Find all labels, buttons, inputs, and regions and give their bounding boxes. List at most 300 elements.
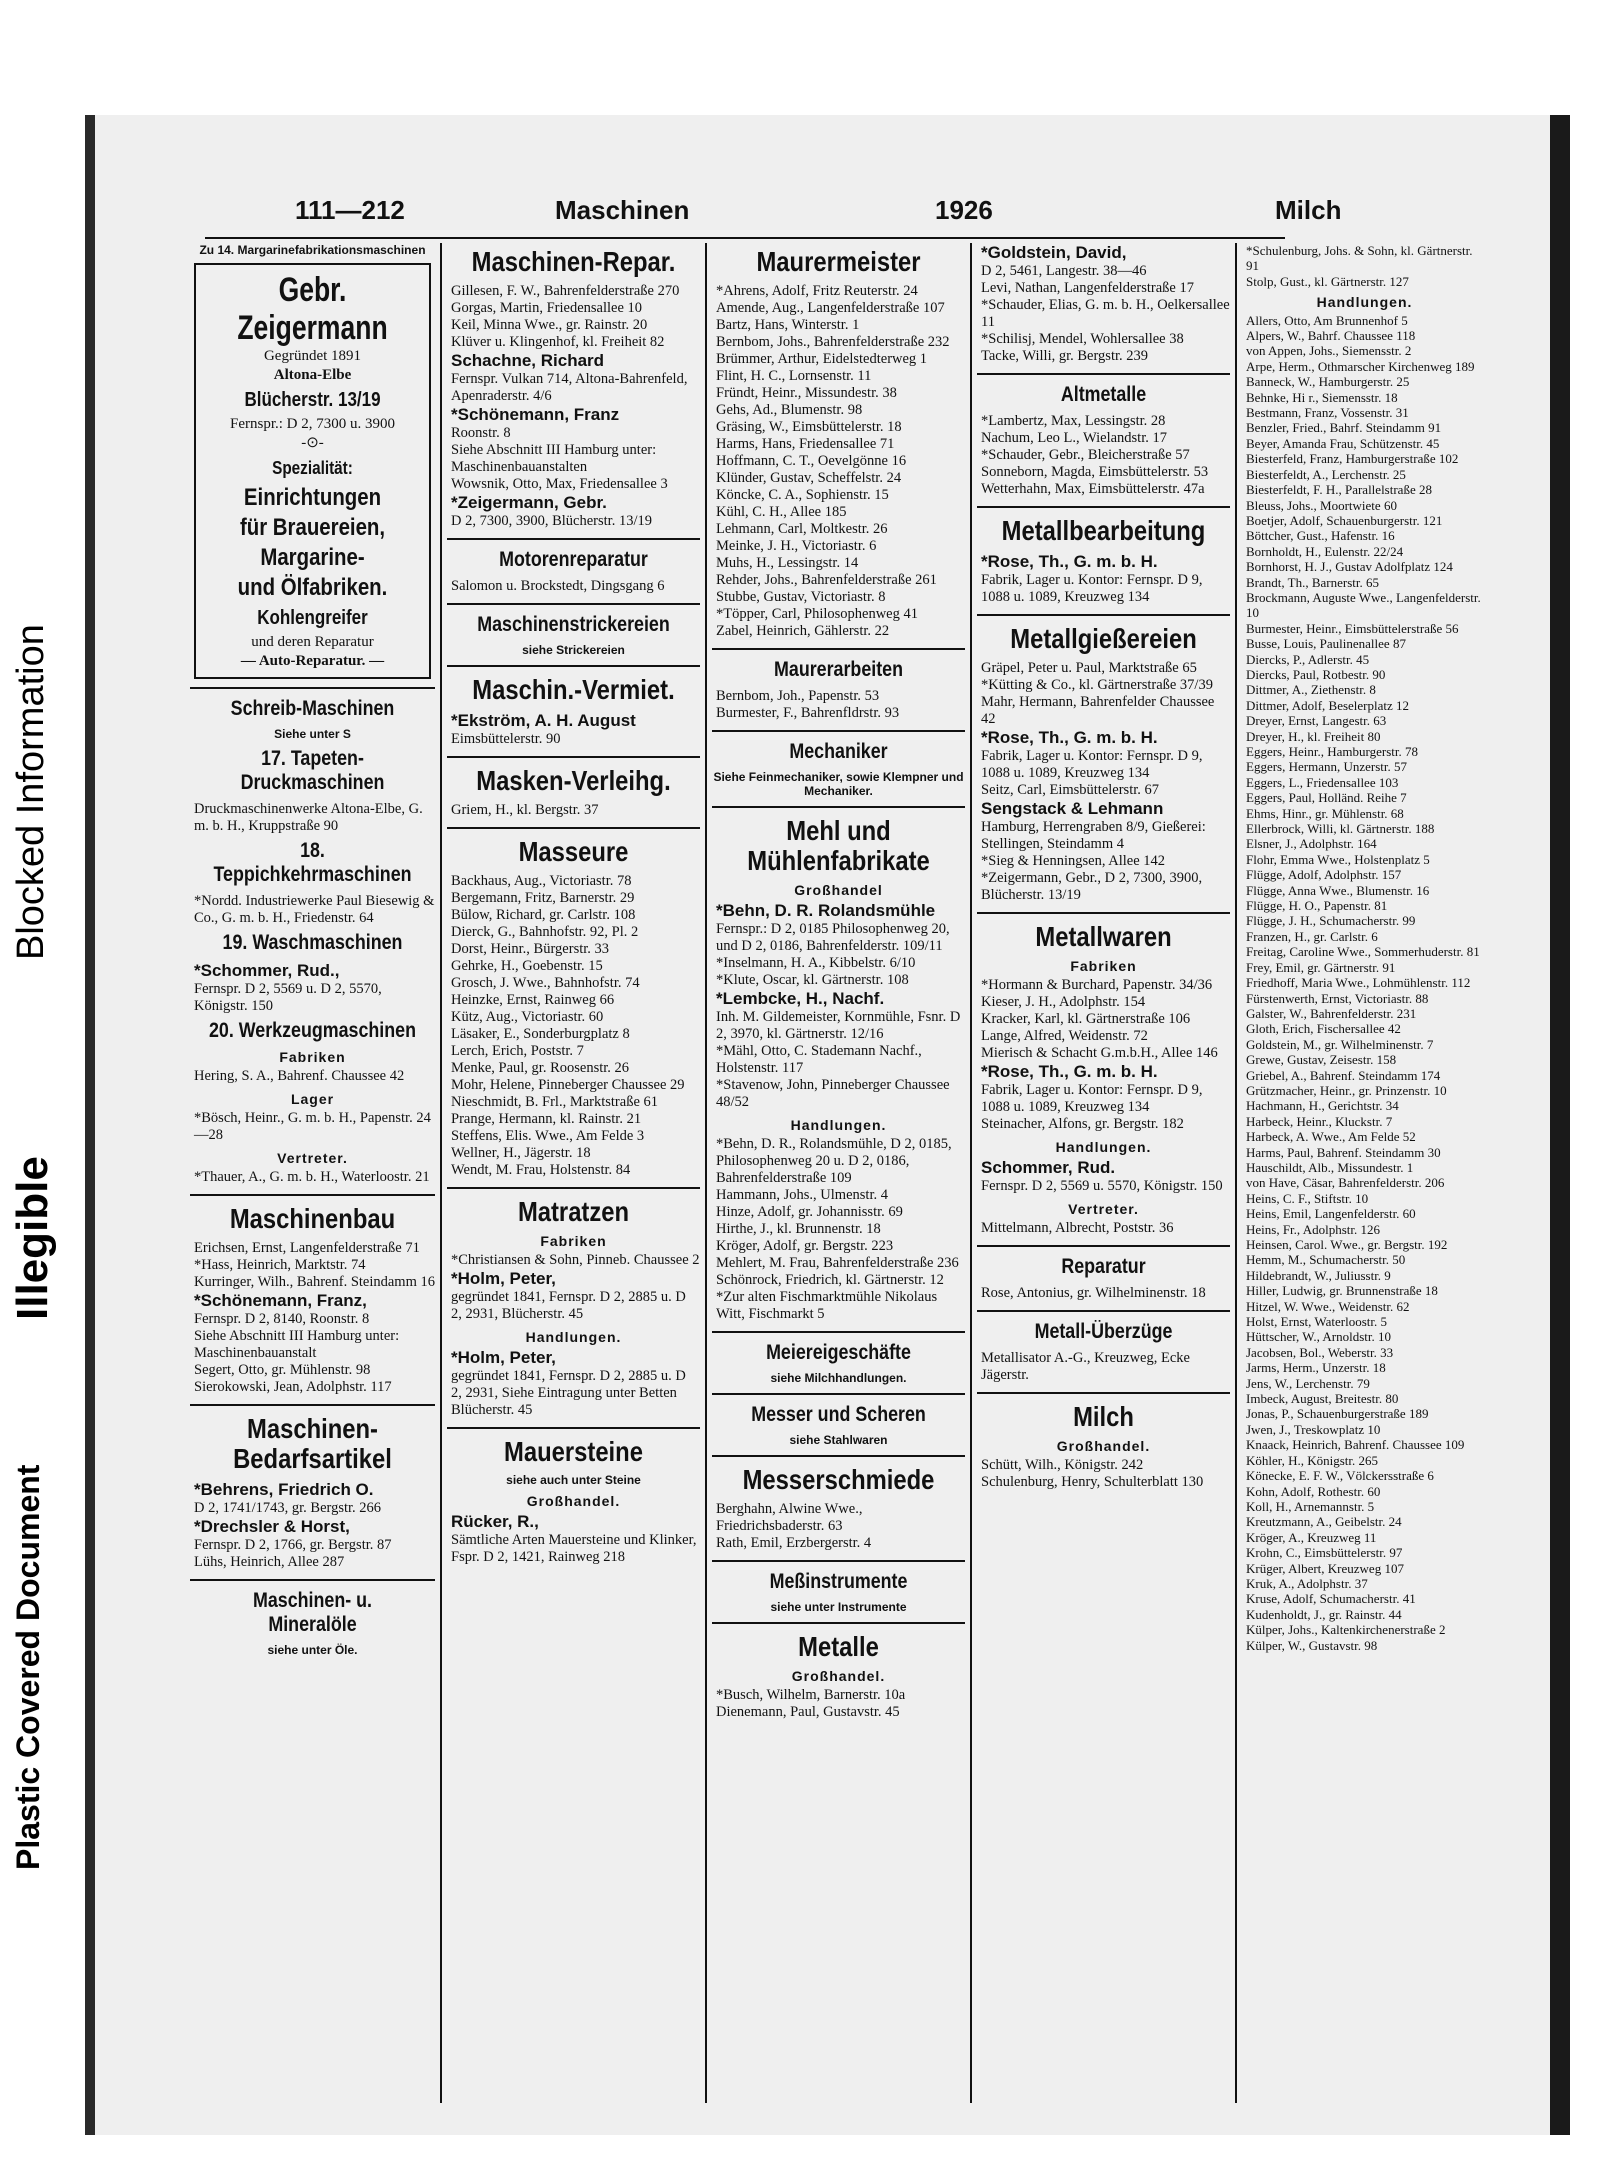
entry-list <box>447 1252 700 1269</box>
ad-line-7: — Auto-Reparatur. — <box>240 653 385 669</box>
entry-list <box>447 1532 700 1566</box>
section-note: siehe unter Instrumente <box>770 1600 907 1614</box>
list-item: Backhaus, Aug., Victoriastr. 78 <box>451 873 632 889</box>
list-item: Bleuss, Johs., Moortwiete 60 <box>1246 497 1397 513</box>
ad-line-4: und Ölfabriken. <box>237 574 388 601</box>
subheading: Fabriken <box>279 1049 346 1065</box>
list-item: Benzler, Fried., Bahrf. Steindamm 91 <box>1246 420 1442 436</box>
section-heading: Masken-Verleihg. <box>476 765 671 796</box>
list-item: Flügge, H. O., Papenstr. 81 <box>1246 898 1388 914</box>
list-item: Kütz, Aug., Victoriastr. 60 <box>451 1009 604 1025</box>
list-item: Heinsen, Carol. Wwe., gr. Bergstr. 192 <box>1246 1237 1448 1252</box>
entry-list <box>977 572 1230 606</box>
list-item: Harbeck, A. Wwe., Am Felde 52 <box>1246 1129 1416 1145</box>
list-item: Hinze, Adolf, gr. Johannisstr. 69 <box>716 1204 903 1220</box>
list-item: Kruse, Adolf, Schumacherstr. 41 <box>1246 1591 1416 1607</box>
divider <box>190 1404 435 1406</box>
list-item: Fernspr. D 2, 5569 u. D 2, 5570, Königstr. 150 <box>194 981 382 1014</box>
list-item: Fernspr. D 2, 8140, Roonstr. 8 <box>194 1311 370 1327</box>
list-item: Jacobsen, Bol., Weberstr. 33 <box>1246 1344 1394 1360</box>
list-item: *Klute, Oscar, kl. Gärtnerstr. 108 <box>716 972 909 988</box>
list-item: Kohn, Adolf, Rothestr. 60 <box>1246 1483 1381 1499</box>
list-item: Kieser, J. H., Adolphstr. 154 <box>981 994 1146 1010</box>
list-item: Sonneborn, Magda, Eimsbüttelerstr. 53 <box>981 464 1209 480</box>
entry-list <box>712 1009 965 1111</box>
advertisement-box <box>194 263 431 679</box>
list-item: Eggers, Paul, Holländ. Reihe 7 <box>1246 790 1407 806</box>
list-item: Hüttscher, W., Arnoldstr. 10 <box>1246 1329 1392 1345</box>
list-item: Bornholdt, H., Eulenstr. 22/24 <box>1246 543 1404 559</box>
bold-entry: *Behn, D. R. Rolandsmühle <box>716 901 936 920</box>
entry-list <box>977 1457 1230 1491</box>
column-4 <box>977 243 1230 2103</box>
list-item: Klünder, Gustav, Scheffelstr. 24 <box>716 470 902 486</box>
list-item: Hoffmann, C. T., Oevelgönne 16 <box>716 453 907 469</box>
list-item: Hemm, M., Schumacherstr. 50 <box>1246 1252 1406 1268</box>
section-note: Siehe unter S <box>274 727 351 741</box>
list-item: Gehs, Ad., Blumenstr. 98 <box>716 402 863 418</box>
list-item: Flügge, J. H., Schumacherstr. 99 <box>1246 913 1416 929</box>
page-number: 111—212 <box>295 195 405 225</box>
list-item: Bülow, Richard, gr. Carlstr. 108 <box>451 907 636 923</box>
section-heading: 20. Werkzeugmaschinen <box>208 1019 417 1042</box>
column-2 <box>447 243 700 2103</box>
section-heading: 17. Tapeten-Druckmaschinen <box>240 747 385 794</box>
section-heading: Messer und Scheren <box>751 1403 926 1426</box>
list-item: Hering, S. A., Bahrenf. Chaussee 42 <box>194 1068 405 1084</box>
list-item: *Busch, Wilhelm, Barnerstr. 10a <box>716 1687 906 1703</box>
entry-list <box>977 1082 1230 1133</box>
entry-list <box>977 263 1230 365</box>
list-item: Biesterfeldt, A., Lerchenstr. 25 <box>1246 466 1406 482</box>
list-item: *Hormann & Burchard, Papenstr. 34/36 <box>981 977 1213 993</box>
list-item: Behnke, Hi r., Siemensstr. 18 <box>1246 389 1398 405</box>
bold-entry: Schachne, Richard <box>451 351 605 370</box>
list-item: Flohr, Emma Wwe., Holstenplatz 5 <box>1246 851 1430 867</box>
ad-line-2: für Brauereien, <box>239 514 386 541</box>
ad-founded: Gegründet 1891 <box>263 348 362 364</box>
section-heading: Maurerarbeiten <box>774 658 903 681</box>
bold-entry: *Lembcke, H., Nachf. <box>716 989 885 1008</box>
list-item: D 2, 7300, 3900, Blücherstr. 13/19 <box>451 513 652 529</box>
divider <box>977 1392 1230 1394</box>
list-item: Ehms, Hinr., gr. Mühlenstr. 68 <box>1246 805 1404 821</box>
divider <box>447 1427 700 1429</box>
list-item: Knaack, Heinrich, Bahrenf. Chaussee 109 <box>1246 1437 1465 1453</box>
entry-list <box>190 1169 435 1186</box>
entry-list <box>190 1068 435 1085</box>
divider <box>712 1331 965 1333</box>
bold-entry: *Rose, Th., G. m. b. H. <box>981 552 1158 571</box>
list-item: Eggers, Hermann, Unzerstr. 57 <box>1246 759 1408 775</box>
list-item: Goldstein, M., gr. Wilhelminenstr. 7 <box>1246 1036 1434 1052</box>
subheading: Großhandel <box>794 882 883 898</box>
list-item: Holst, Ernst, Waterloostr. 5 <box>1246 1314 1387 1330</box>
divider <box>712 730 965 732</box>
list-item: Inh. M. Gildemeister, Kornmühle, Fsnr. D 2, 3970, kl. Gärtnerstr. 12/16 <box>716 1009 961 1042</box>
list-item: Krohn, C., Eimsbüttelerstr. 97 <box>1246 1545 1403 1561</box>
entry-list <box>447 371 700 405</box>
column-separator <box>440 243 442 2103</box>
section-heading: Maschinenstrickereien <box>477 613 670 636</box>
list-item: Mierisch & Schacht G.m.b.H., Allee 146 <box>981 1045 1218 1061</box>
section-note: siehe Strickereien <box>522 643 625 657</box>
list-item: Koll, H., Arnemannstr. 5 <box>1246 1498 1375 1514</box>
bold-entry: *Schönemann, Franz <box>451 405 620 424</box>
list-item: *Ahrens, Adolf, Fritz Reuterstr. 24 <box>716 283 918 299</box>
section-heading: Reparatur <box>1061 1255 1146 1278</box>
list-item: Meinke, J. H., Victoriastr. 6 <box>716 538 877 554</box>
section-heading: Milch <box>1073 1401 1134 1432</box>
divider <box>447 665 700 667</box>
list-item: Tacke, Willi, gr. Bergstr. 239 <box>981 348 1149 364</box>
section-heading: Schreib-Maschinen <box>230 697 395 720</box>
list-item: Freitag, Caroline Wwe., Sommerhuderstr. 81 <box>1246 944 1480 960</box>
list-item: Frey, Emil, gr. Gärtnerstr. 91 <box>1246 959 1396 975</box>
list-item: Fernspr. D 2, 5569 u. 5570, Königstr. 150 <box>981 1178 1223 1194</box>
list-item: Fernspr.: D 2, 0185 Philosophenweg 20, und D 2, 0186, Bahrenfelderstr. 109/11 <box>716 921 950 954</box>
list-item: Mittelmann, Albrecht, Poststr. 36 <box>981 1220 1174 1236</box>
list-item: Eimsbüttelerstr. 90 <box>451 731 561 747</box>
list-item: Heins, Fr., Adolphstr. 126 <box>1246 1221 1380 1237</box>
entry-list <box>447 873 700 1179</box>
list-item: Hirthe, J., kl. Brunnenstr. 18 <box>716 1221 881 1237</box>
section-heading: Matratzen <box>517 1196 630 1227</box>
divider <box>190 1194 435 1196</box>
list-item: *Christiansen & Sohn, Pinneb. Chaussee 2 <box>451 1252 700 1268</box>
list-item: Metallisator A.-G., Kreuzweg, Ecke Jägerstr. <box>981 1350 1190 1383</box>
section-heading: Maschinenbau <box>229 1203 396 1234</box>
entry-list <box>447 425 700 493</box>
header-left-keyword: Maschinen <box>555 195 690 225</box>
list-item: Levi, Nathan, Langenfelderstraße 17 <box>981 280 1194 296</box>
list-item: Dittmer, A., Ziethenstr. 8 <box>1246 682 1376 698</box>
list-item: Klüver u. Klingenhof, kl. Freiheit 82 <box>451 334 665 350</box>
entry-list <box>190 893 435 927</box>
list-item: Steffens, Elis. Wwe., Am Felde 3 <box>451 1128 645 1144</box>
divider <box>712 1560 965 1562</box>
entry-list <box>447 513 700 530</box>
list-item: Grosch, J. Wwe., Bahnhofstr. 74 <box>451 975 640 991</box>
list-item: *Kütting & Co., kl. Gärtnerstraße 37/39 <box>981 677 1213 693</box>
list-item: Jarms, Herm., Unzerstr. 18 <box>1246 1360 1386 1376</box>
bold-entry: Rücker, R., <box>451 1512 539 1531</box>
section-heading: Motorenreparatur <box>499 548 648 571</box>
bold-entry: *Schommer, Rud., <box>194 961 340 980</box>
column-separator <box>1235 243 1237 2103</box>
list-item: Gräpel, Peter u. Paul, Marktstraße 65 <box>981 660 1197 676</box>
list-item: Köncke, C. A., Sophienstr. 15 <box>716 487 889 503</box>
ad-line-3: Margarine- <box>260 544 365 571</box>
entry-list <box>1242 313 1487 1653</box>
divider <box>712 1455 965 1457</box>
list-item: Schütt, Wilh., Königstr. 242 <box>981 1457 1144 1473</box>
subheading: Handlungen. <box>1055 1139 1152 1155</box>
section-heading: Messerschmiede <box>742 1464 935 1495</box>
divider <box>447 538 700 540</box>
divider <box>190 687 435 689</box>
blocked-information-label: Blocked Information <box>10 624 52 960</box>
list-item: Galster, W., Bahrenfelderstr. 231 <box>1246 1005 1417 1021</box>
list-item: Fürstenwerth, Ernst, Victoriastr. 88 <box>1246 990 1429 1006</box>
column-3 <box>712 243 965 2103</box>
list-item: Hauschildt, Alb., Missundestr. 1 <box>1246 1159 1414 1175</box>
subheading: Handlungen. <box>525 1329 622 1345</box>
list-item: *Lambertz, Max, Lessingstr. 28 <box>981 413 1166 429</box>
section-heading: Metall-Überzüge <box>1034 1320 1173 1343</box>
side-annotations <box>0 0 80 2177</box>
section-heading: Meßinstrumente <box>769 1570 908 1593</box>
divider <box>447 1187 700 1189</box>
list-item: Sierokowski, Jean, Adolphstr. 117 <box>194 1379 392 1395</box>
list-item: Elsner, J., Adolphstr. 164 <box>1246 836 1377 852</box>
list-item: gegründet 1841, Fernspr. D 2, 2885 u. D 2, 2931, Siehe Eintragung unter Betten Blücherstr. 45 <box>451 1368 686 1418</box>
list-item: Fernspr. D 2, 1766, gr. Bergstr. 87 <box>194 1537 392 1553</box>
entry-list <box>1242 243 1487 289</box>
plastic-covered-label: Plastic Covered Document <box>10 1464 46 1870</box>
section-heading: Mauersteine <box>504 1436 643 1467</box>
page-header <box>205 195 1342 235</box>
entry-list <box>190 1240 435 1291</box>
list-item: Alpers, W., Bahrf. Chaussee 118 <box>1246 328 1416 344</box>
list-item: *Schulenburg, Johs. & Sohn, kl. Gärtnerstr. 91 <box>1246 243 1473 274</box>
list-item: Wowsnik, Otto, Max, Friedensallee 3 <box>451 476 668 492</box>
subheading: Vertreter. <box>277 1150 348 1166</box>
section-heading: Metalle <box>798 1631 879 1662</box>
divider <box>977 912 1230 914</box>
list-item: Grewe, Gustav, Zeisestr. 158 <box>1246 1052 1397 1068</box>
column-separator <box>705 243 707 2103</box>
bold-entry: *Drechsler & Horst, <box>194 1517 350 1536</box>
entry-list <box>190 1110 435 1144</box>
entry-list <box>977 413 1230 498</box>
bold-entry: *Rose, Th., G. m. b. H. <box>981 728 1158 747</box>
entry-list <box>190 1311 435 1396</box>
list-item: Bartz, Hans, Winterstr. 1 <box>716 317 860 333</box>
illegible-label: Illegible <box>8 1156 57 1320</box>
subheading: Fabriken <box>540 1233 607 1249</box>
subheading: Lager <box>290 1091 335 1107</box>
entry-list <box>712 1136 965 1323</box>
list-item: Jwen, J., Treskowplatz 10 <box>1246 1421 1381 1437</box>
list-item: Lerch, Erich, Poststr. 7 <box>451 1043 584 1059</box>
list-item: Steinacher, Alfons, gr. Bergstr. 182 <box>981 1116 1184 1132</box>
list-item: Kudenholdt, J., gr. Rainstr. 44 <box>1246 1606 1402 1622</box>
divider <box>977 614 1230 616</box>
section-note: Siehe Feinmechaniker, sowie Klempner und Mechaniker. <box>713 770 964 798</box>
list-item: Schulenburg, Henry, Schulterblatt 130 <box>981 1474 1204 1490</box>
list-item: Stubbe, Gustav, Victoriastr. 8 <box>716 589 886 605</box>
column-5 <box>1242 243 1487 2103</box>
list-item: von Have, Cäsar, Bahrenfelderstr. 206 <box>1246 1175 1445 1191</box>
list-item: *Mähl, Otto, C. Stademann Nachf., Holstenstr. 117 <box>716 1043 922 1076</box>
list-item: Böttcher, Gust., Hafenstr. 16 <box>1246 528 1395 544</box>
list-item: Nieschmidt, B. Frl., Marktstraße 61 <box>451 1094 659 1110</box>
divider <box>447 756 700 758</box>
list-item: Grützmacher, Heinr., gr. Prinzenstr. 10 <box>1246 1082 1447 1098</box>
list-item: Burmester, Heinr., Eimsbüttelerstraße 56 <box>1246 620 1459 636</box>
list-item: Mahr, Hermann, Bahrenfelder Chaussee 42 <box>981 694 1215 727</box>
section-heading: Mehl und Mühlenfabrikate <box>747 815 930 876</box>
list-item: *Zur alten Fischmarktmühle Nikolaus Witt, Fischmarkt 5 <box>716 1289 938 1322</box>
ad-line-6: und deren Reparatur <box>251 634 374 650</box>
list-item: Burmester, F., Bahrenfldrstr. 93 <box>716 705 900 721</box>
list-item: Heinzke, Ernst, Rainweg 66 <box>451 992 615 1008</box>
subheading: Großhandel. <box>1056 1438 1151 1454</box>
list-item: *Nordd. Industriewerke Paul Biesewig & Co., G. m. b. H., Friedenstr. 64 <box>194 893 435 926</box>
divider <box>977 506 1230 508</box>
list-item: Rehder, Johs., Bahrenfelderstraße 261 <box>716 572 937 588</box>
list-item: Heins, C. F., Stiftstr. 10 <box>1246 1190 1369 1206</box>
list-item: Brandt, Th., Barnerstr. 65 <box>1246 574 1379 590</box>
list-item: Berghahn, Alwine Wwe., Friedrichsbaderstr. 63 <box>716 1501 863 1534</box>
divider <box>447 827 700 829</box>
bold-entry: *Goldstein, David, <box>981 243 1127 262</box>
list-item: Gillesen, F. W., Bahrenfelderstraße 270 <box>451 283 680 299</box>
list-item: Külper, W., Gustavstr. 98 <box>1246 1637 1378 1653</box>
list-item: Fründt, Heinr., Missundestr. 38 <box>716 385 897 401</box>
entry-list <box>447 1289 700 1323</box>
entry-list <box>977 1178 1230 1195</box>
section-note: siehe Stahlwaren <box>789 1433 888 1447</box>
divider <box>712 1622 965 1624</box>
divider <box>977 373 1230 375</box>
list-item: Ellerbrock, Willi, kl. Gärtnerstr. 188 <box>1246 821 1435 837</box>
list-item: Seitz, Carl, Eimsbüttelerstr. 67 <box>981 782 1160 798</box>
list-item: Köhler, H., Königstr. 265 <box>1246 1452 1378 1468</box>
column-1 <box>190 243 435 2103</box>
bold-entry: *Zeigermann, Gebr. <box>451 493 607 512</box>
divider <box>712 1393 965 1395</box>
list-item: Brockmann, Auguste Wwe., Langenfelderstr. 10 <box>1246 589 1481 621</box>
list-item: Gloth, Erich, Fischersallee 42 <box>1246 1021 1401 1037</box>
bold-entry: *Behrens, Friedrich O. <box>194 1480 374 1499</box>
ad-line-1: Einrichtungen <box>243 484 382 511</box>
list-item: Dreyer, H., kl. Freiheit 80 <box>1246 728 1381 744</box>
list-item: Erichsen, Ernst, Langenfelderstraße 71 <box>194 1240 420 1256</box>
list-item: Harms, Paul, Bahrenf. Steindamm 30 <box>1246 1144 1441 1160</box>
entry-list <box>712 1501 965 1552</box>
list-item: Bernbom, Joh., Papenstr. 53 <box>716 688 880 704</box>
list-item: Kruk, A., Adolphstr. 37 <box>1246 1575 1368 1591</box>
list-item: Kröger, Adolf, gr. Bergstr. 223 <box>716 1238 894 1254</box>
list-item: Amende, Aug., Langenfelderstraße 107 <box>716 300 945 316</box>
list-item: D 2, 5461, Langestr. 38—46 <box>981 263 1147 279</box>
list-item: Flint, H. C., Lornsenstr. 11 <box>716 368 872 384</box>
list-item: Külper, Johs., Kaltenkirchenerstraße 2 <box>1246 1622 1446 1638</box>
list-item: Fernspr. Vulkan 714, Altona-Bahrenfeld, Apenraderstr. 4/6 <box>451 371 688 404</box>
list-item: Boetjer, Adolf, Schauenburgerstr. 121 <box>1246 512 1443 528</box>
list-item: Mehlert, M. Frau, Bahrenfelderstraße 236 <box>716 1255 959 1271</box>
list-item: *Sieg & Henningsen, Allee 142 <box>981 853 1166 869</box>
list-item: Prange, Hermann, kl. Rainstr. 21 <box>451 1111 642 1127</box>
list-item: Bergemann, Fritz, Barnerstr. 29 <box>451 890 635 906</box>
section-heading: Metallgießereien <box>1010 623 1197 654</box>
entry-list <box>977 1220 1230 1237</box>
ad-line-5: Kohlengreifer <box>257 607 368 629</box>
subheading: Fabriken <box>1070 958 1137 974</box>
list-item: Kracker, Karl, kl. Gärtnerstraße 106 <box>981 1011 1191 1027</box>
bold-entry: Schommer, Rud. <box>981 1158 1116 1177</box>
list-item: Dittmer, Adolf, Beselerplatz 12 <box>1246 697 1410 713</box>
list-item: Roonstr. 8 <box>451 425 511 441</box>
bold-entry: *Ekström, A. H. August <box>451 711 636 730</box>
entry-list <box>190 1537 435 1571</box>
list-item: Busse, Louis, Paulinenallee 87 <box>1246 636 1406 652</box>
column-separator <box>970 243 972 2103</box>
section-heading: 19. Waschmaschinen <box>222 931 403 954</box>
list-item: Diercks, Paul, Rotbestr. 90 <box>1246 666 1386 682</box>
list-item: Nachum, Leo L., Wielandstr. 17 <box>981 430 1167 446</box>
entry-list <box>190 1500 435 1517</box>
entry-list <box>712 1687 965 1721</box>
list-item: von Appen, Johs., Siemensstr. 2 <box>1246 343 1412 359</box>
subheading: Handlungen. <box>1316 294 1413 311</box>
section-note: siehe auch unter Steine <box>506 1473 641 1487</box>
list-item: Beyer, Amanda Frau, Schützenstr. 45 <box>1246 435 1440 451</box>
list-item: *Schilisj, Mendel, Wohlersallee 38 <box>981 331 1184 347</box>
intro-note: Zu 14. Margarinefabrikationsmaschinen <box>199 243 426 257</box>
section-heading: 18. Teppichkehrmaschinen <box>213 839 412 886</box>
list-item: Bornhorst, H. J., Gustav Adolfplatz 124 <box>1246 559 1453 575</box>
section-heading: Maschin.-Vermiet. <box>472 674 675 705</box>
list-item: Banneck, W., Hamburgerstr. 25 <box>1246 374 1410 390</box>
list-item: Wellner, H., Jägerstr. 18 <box>451 1145 591 1161</box>
list-item: Dierck, G., Bahnhofstr. 92, Pl. 2 <box>451 924 639 940</box>
ad-title: Gebr. Zeigermann <box>237 271 388 347</box>
list-item: Läsaker, E., Sonderburgplatz 8 <box>451 1026 630 1042</box>
list-item: Fabrik, Lager u. Kontor: Fernspr. D 9, 1088 u. 1089, Kreuzweg 134 <box>981 1082 1203 1115</box>
list-item: Harbeck, Heinr., Kluckstr. 7 <box>1246 1113 1393 1129</box>
directory-page <box>85 115 1550 2135</box>
entry-list <box>190 981 435 1015</box>
list-item: *Hass, Heinrich, Marktstr. 74 <box>194 1257 366 1273</box>
list-item: Franzen, H., gr. Carlstr. 6 <box>1246 928 1378 944</box>
subheading: Großhandel. <box>791 1668 886 1684</box>
list-item: Lange, Alfred, Weidenstr. 72 <box>981 1028 1148 1044</box>
list-item: *Töpper, Carl, Philosophenweg 41 <box>716 606 918 622</box>
list-item: Mohr, Helene, Pinneberger Chaussee 29 <box>451 1077 685 1093</box>
section-heading: Altmetalle <box>1060 383 1147 406</box>
list-item: Diercks, P., Adlerstr. 45 <box>1246 651 1370 667</box>
list-item: Dienemann, Paul, Gustavstr. 45 <box>716 1704 900 1720</box>
list-item: Kröger, A., Kreuzweg 11 <box>1246 1529 1377 1545</box>
list-item: Flügge, Adolf, Adolphstr. 157 <box>1246 867 1402 883</box>
divider <box>712 648 965 650</box>
list-item: Eggers, Heinr., Hamburgerstr. 78 <box>1246 744 1418 759</box>
list-item: Keil, Minna Wwe., gr. Rainstr. 20 <box>451 317 648 333</box>
list-item: Imbeck, August, Breitestr. 80 <box>1246 1391 1399 1407</box>
list-item: *Inselmann, H. A., Kibbelstr. 6/10 <box>716 955 916 971</box>
divider <box>712 806 965 808</box>
ad-city: Altona-Elbe <box>273 367 352 383</box>
divider <box>977 1310 1230 1312</box>
list-item: D 2, 1741/1743, gr. Bergstr. 266 <box>194 1500 382 1516</box>
list-item: Griem, H., kl. Bergstr. 37 <box>451 802 599 818</box>
list-item: *Behn, D. R., Rolandsmühle, D 2, 0185, Philosophenweg 20 u. D 2, 0186, Bahrenfelderstraße 109 <box>716 1136 952 1186</box>
list-item: Sämtliche Arten Mauersteine und Klinker, Fspr. D 2, 1421, Rainweg 218 <box>451 1532 697 1565</box>
ad-street: Blücherstr. 13/19 <box>244 389 381 411</box>
subheading: Großhandel. <box>526 1493 621 1509</box>
list-item: Zabel, Heinrich, Gählerstr. 22 <box>716 623 890 639</box>
entry-list <box>712 283 965 640</box>
entry-list <box>447 283 700 351</box>
section-heading: Metallwaren <box>1035 921 1172 952</box>
divider <box>977 1245 1230 1247</box>
entry-list <box>447 578 700 595</box>
list-item: Siehe Abschnitt III Hamburg unter: Maschinenbauanstalt <box>194 1328 400 1361</box>
entry-list <box>977 660 1230 728</box>
